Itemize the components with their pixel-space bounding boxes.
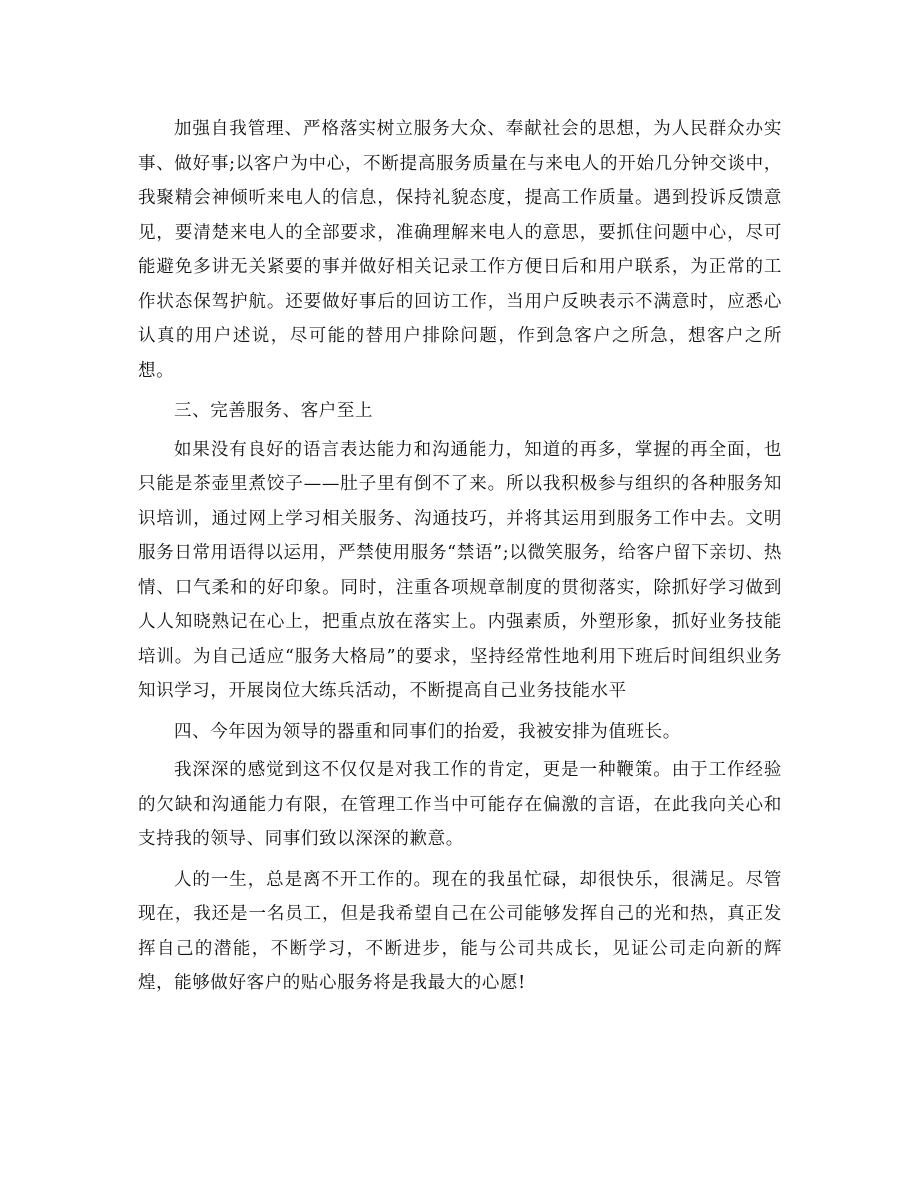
paragraph-conclusion: 人的一生，总是离不开工作的。现在的我虽忙碌，却很快乐，很满足。尽管现在，我还是一名员工，但是我希望自己在公司能够发挥自己的光和热，真正发挥自己的潜能，不断学习，不断进步，能与公司共成长，见证公司走向新的辉煌，能够做好客户的贴心服务将是我最大的心愿! bbox=[138, 869, 782, 993]
section-heading-4: 四、今年因为领导的器重和同事们的抬爱，我被安排为值班长。 bbox=[174, 721, 681, 742]
section-heading-3: 三、完善服务、客户至上 bbox=[174, 401, 374, 421]
paragraph-communication-training: 如果没有良好的语言表达能力和沟通能力，知道的再多，掌握的再全面，也只能是茶壶里煮饺子——肚子里有倒不了来。所以我积极参与组织的各种服务知识培训，通过网上学习相关服务、沟通技巧，并将其运用到服务工作中去。文明服务日常用语得以运用，严禁使用服务“禁语”;以微笑服务，给客户留下亲切、热情、口气柔和的好印象。同时，注重各项规章制度的贯彻落实，除抓好学习做到人人知晓熟记在心上，把重点放在落实上。内强素质，外塑形象，抓好业务技能培训。为自己适应“服务大格局”的要求，坚持经常性地利用下班后时间组织业务知识学习，开展岗位大练兵活动，不断提高自己业务技能水平 bbox=[138, 439, 782, 701]
paragraph-service-quality: 加强自我管理、严格落实树立服务大众、奉献社会的思想，为人民群众办实事、做好事;以客户为中心，不断提高服务质量在与来电人的开始几分钟交谈中，我聚精会神倾听来电人的信息，保持礼貌态度，提高工作质量。遇到投诉反馈意见，要清楚来电人的全部要求，准确理解来电人的意思，要抓住问题中心，尽可能避免多讲无关紧要的事并做好相关记录工作方便日后和用户联系，为正常的工作状态保驾护航。还要做好事后的回访工作，当用户反映表示不满意时，应悉心认真的用户述说，尽可能的替用户排除问题，作到急客户之所急，想客户之所想。 bbox=[138, 119, 782, 381]
paragraph-apology: 我深深的感觉到这不仅仅是对我工作的肯定，更是一种鞭策。由于工作经验的欠缺和沟通能力有限，在管理工作当中可能存在偏激的言语，在此我向关心和支持我的领导、同事们致以深深的歉意。 bbox=[138, 760, 782, 849]
document-body bbox=[138, 112, 782, 1007]
